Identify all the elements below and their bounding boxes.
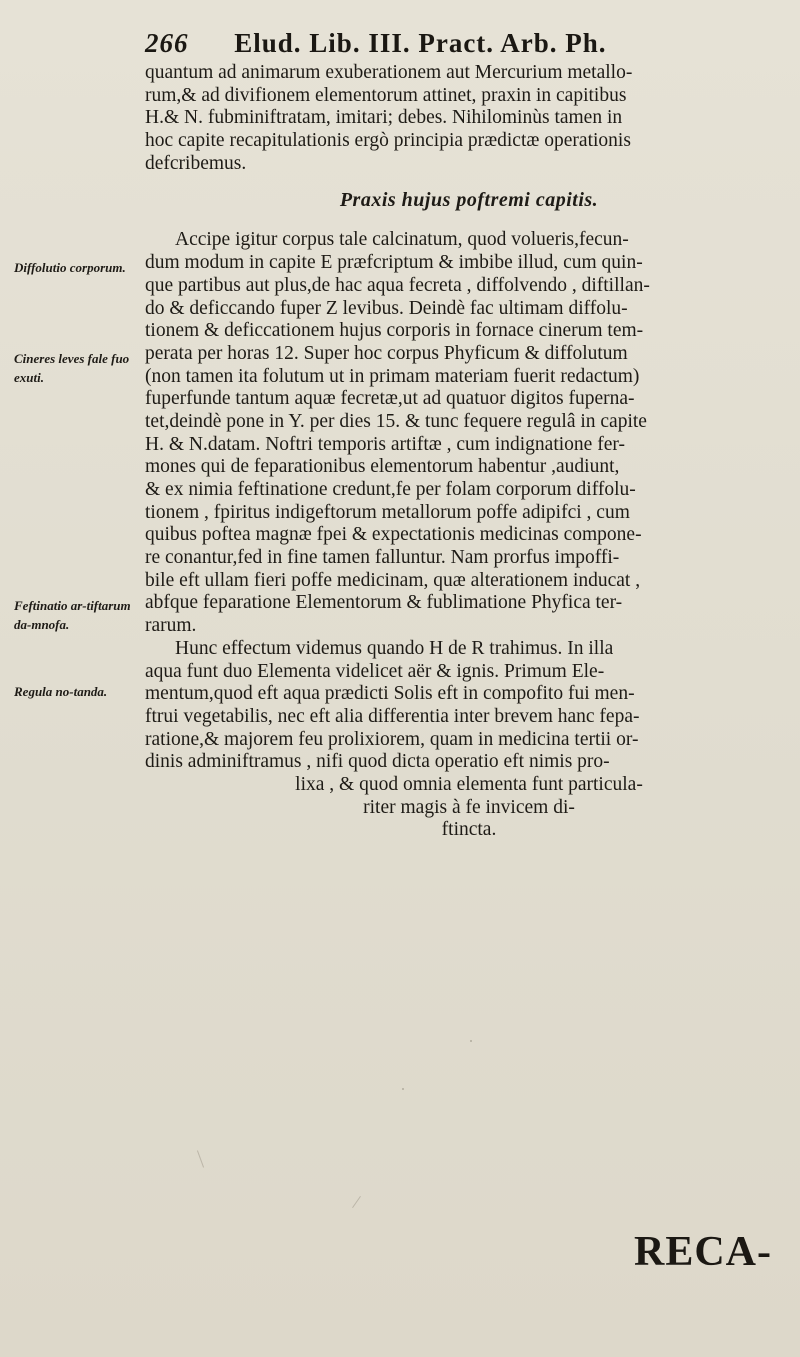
text-line: ftincta. (441, 819, 497, 841)
text-line: & ex nimia feftinatione credunt,fe per folam corporum diffolu- (145, 479, 636, 500)
text-line: Accipe igitur corpus tale calcinatum, quod volueris,fecun- (175, 229, 629, 251)
text-line: lixa , & quod omnia elementa funt particula- (295, 773, 643, 795)
paragraph-3 (145, 638, 793, 842)
marginal-note-festinatio: Feftinatio ar-tiftarum da-mnofa. (14, 598, 131, 632)
text-line: tionem , fpiritus indigeftorum metallorum poffe adipifci , cum (145, 501, 630, 523)
text-line: dinis adminiftramus , nifi quod dicta operatio eft nimis pro- (145, 751, 610, 773)
text-line: mentum,quod eft aqua prædicti Solis eft in compofito fui men- (145, 683, 635, 705)
text-line: fuperfunde tantum aquæ fecretæ,ut ad quatuor digitos fuperna- (145, 388, 635, 410)
text-line: do & deficcando fuper Z levibus. Deindè fac ultimam diffolu- (145, 297, 628, 319)
text-line: (non tamen ita folutum ut in primam materiam fuerit redactum) (145, 365, 640, 387)
text-line: mones qui de feparationibus elementorum habentur ,audiunt, (145, 456, 620, 478)
text-line: defcribemus. (145, 152, 247, 174)
text-line: quantum ad animarum exuberationem aut Mercurium metallo- (145, 62, 633, 83)
marginal-note-dissolutio: Diffolutio corporum. (14, 260, 126, 275)
text-line: riter magis à fe invicem di- (363, 796, 575, 818)
marginal-note-cineres: Cineres leves fale fuo exuti. (14, 351, 130, 385)
text-line: rum,& ad divifionem elementorum attinet, praxin in capitibus (145, 84, 627, 106)
marginal-note-regula: Regula no-tanda. (14, 684, 108, 699)
text-line: H. & N.datam. Noftri temporis artiftæ , cum indignatione fer- (145, 433, 625, 455)
catchword: RECA- (634, 1229, 772, 1275)
text-line: H.& N. fubminiftratam, imitari; debes. Nihilominùs tamen in (145, 107, 623, 129)
section-heading: Praxis hujus poftremi capitis. (339, 189, 599, 212)
text-line: rarum. (145, 615, 197, 637)
paragraph-2 (145, 229, 793, 637)
text-line: re conantur,fed in fine tamen falluntur. Nam prorfus impoffi- (145, 547, 620, 569)
running-title: Elud. Lib. III. Pract. Arb. Ph. (234, 28, 607, 58)
text-line: bile eft ullam fieri poffe medicinam, quæ alterationem inducat , (145, 569, 641, 591)
text-line: ratione,& majorem feu prolixiorem, quam in medicina tertii or- (145, 728, 639, 750)
text-line: tionem & deficcationem hujus corporis in fornace cinerum tem- (145, 320, 644, 342)
page-number: 266 (145, 28, 189, 58)
text-line: ftrui vegetabilis, nec eft alia differentia inter brevem hanc fepa- (145, 705, 640, 727)
text-line: Hunc effectum videmus quando H de R trahimus. In illa (175, 637, 614, 659)
text-line: tet,deindè pone in Y. per dies 15. & tunc fequere regulâ in capite (145, 410, 647, 432)
running-header (145, 28, 765, 59)
paper-speck (470, 1040, 472, 1042)
paper-speck (197, 1150, 204, 1167)
text-line: que partibus aut plus,de hac aqua fecreta , diffolvendo , diftillan- (145, 274, 650, 296)
text-line: abfque feparatione Elementorum & fublimatione Phyfica ter- (145, 592, 623, 614)
paragraph-1 (145, 62, 793, 175)
text-line: hoc capite recapitulationis ergò principia prædictæ operationis (145, 130, 631, 152)
text-line: aqua funt duo Elementa videlicet aër & ignis. Primum Ele- (145, 660, 605, 682)
text-line: dum modum in capite E præfcriptum & imbibe illud, cum quin- (145, 252, 643, 274)
paper-speck (352, 1196, 361, 1208)
text-line: quibus poftea magnæ fpei & expectationis medicinas compone- (145, 524, 642, 546)
paper-speck (402, 1088, 404, 1090)
text-line: perata per horas 12. Super hoc corpus Phyficum & diffolutum (145, 342, 628, 364)
main-text (145, 62, 793, 842)
